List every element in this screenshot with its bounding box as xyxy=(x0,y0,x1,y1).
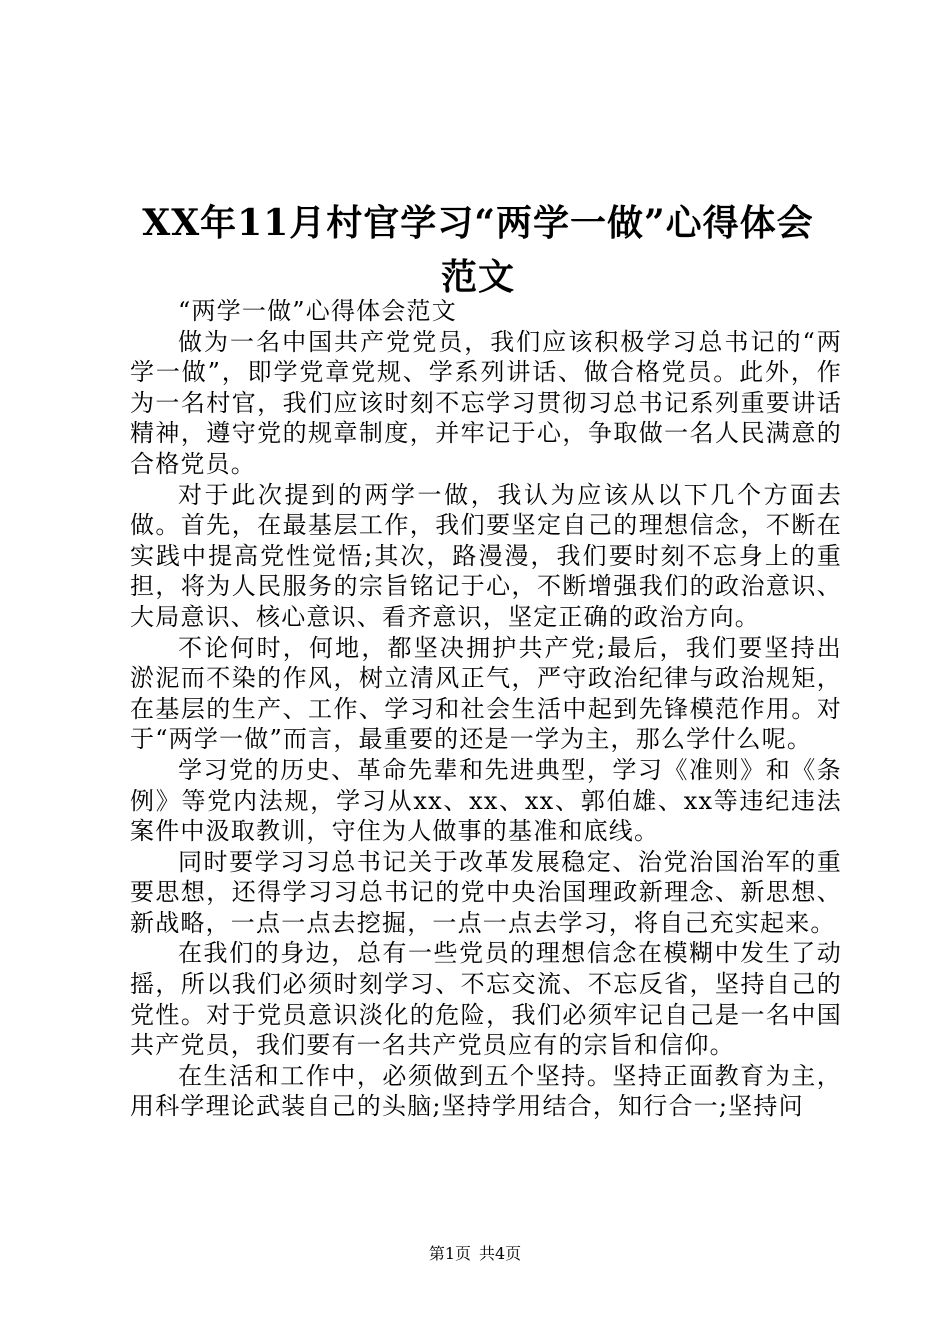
body-paragraph: 学习党的历史、革命先辈和先进典型，学习《准则》和《条例》等党内法规，学习从xx、xx、xx、郭伯雄、xx等违纪违法案件中汲取教训，守住为人做事的基准和底线。 xyxy=(130,755,842,846)
body-paragraph: 做为一名中国共产党党员，我们应该积极学习总书记的“两学一做”，即学党章党规、学系列讲话、做合格党员。此外，作为一名村官，我们应该时刻不忘学习贯彻习总书记系列重要讲话精神，遵守党的规章制度，并牢记于心，争取做一名人民满意的合格党员。 xyxy=(130,327,842,478)
body-paragraph: 对于此次提到的两学一做，我认为应该从以下几个方面去做。首先，在最基层工作，我们要坚定自己的理想信念，不断在实践中提高党性觉悟;其次，路漫漫，我们要时刻不忘身上的重担，将为人民服务的宗旨铭记于心，不断增强我们的政治意识、大局意识、核心意识、看齐意识，坚定正确的政治方向。 xyxy=(130,480,842,631)
body-paragraph: 不论何时，何地，都坚决拥护共产党;最后，我们要坚持出淤泥而不染的作风，树立清风正气，严守政治纪律与政治规矩，在基层的生产、工作、学习和社会生活中起到先锋模范作用。对于“两学一做”而言，最重要的还是一学为主，那么学什么呢。 xyxy=(130,633,842,754)
document-subtitle: “两学一做”心得体会范文 xyxy=(178,297,457,325)
body-paragraph: 同时要学习习总书记关于改革发展稳定、治党治国治军的重要思想，还得学习习总书记的党中央治国理政新理念、新思想、新战略，一点一点去挖掘，一点一点去学习，将自己充实起来。 xyxy=(130,847,842,937)
document-title: XX年11月村官学习“两学一做”心得体会范文 xyxy=(142,202,814,299)
page-number: 第1页 xyxy=(428,1244,471,1263)
body-paragraph: 在我们的身边，总有一些党员的理想信念在模糊中发生了动摇，所以我们必须时刻学习、不忘交流、不忘反省，坚持自己的党性。对于党员意识淡化的危险，我们必须牢记自己是一名中国共产党员，我们要有一名共产党员应有的宗旨和信仰。 xyxy=(130,939,842,1060)
page-footer xyxy=(0,1244,950,1264)
page-total: 共4页 xyxy=(479,1244,522,1263)
body-paragraph: 在生活和工作中，必须做到五个坚持。坚持正面教育为主，用科学理论武装自己的头脑;坚持学用结合，知行合一;坚持问 xyxy=(130,1061,842,1121)
document-body xyxy=(130,296,842,1122)
